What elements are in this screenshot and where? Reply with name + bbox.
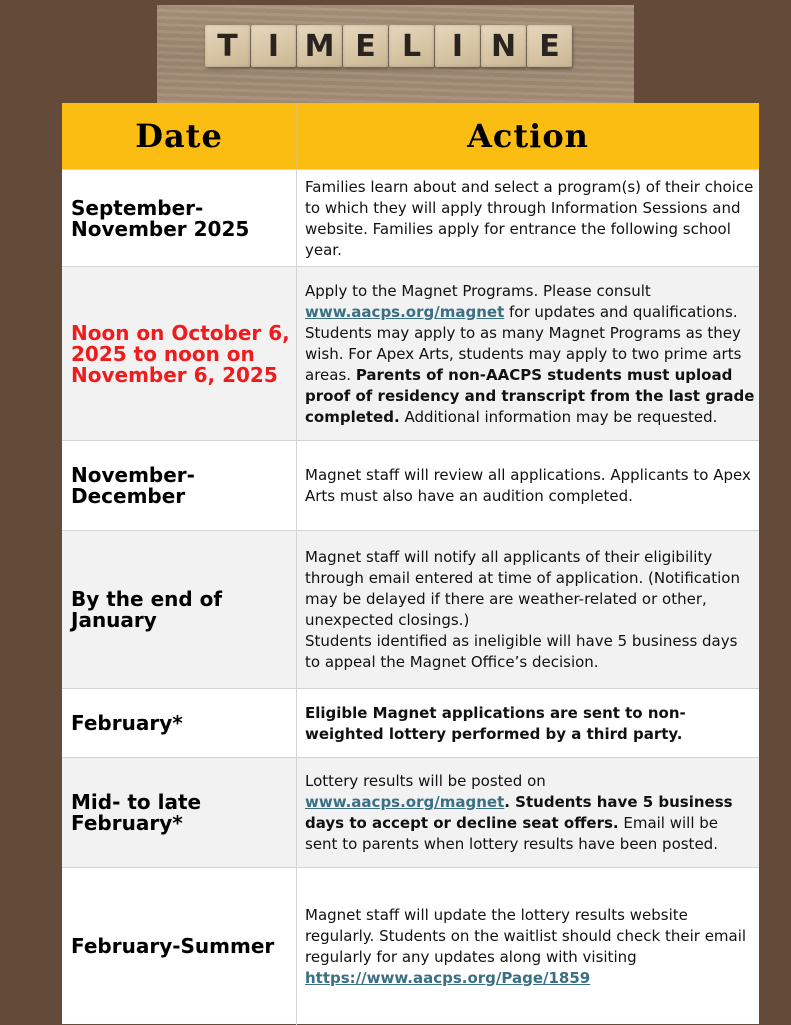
timeline-banner: [157, 5, 634, 103]
row-date: By the end of January: [71, 587, 223, 632]
action-text: Eligible Magnet applications are sent to non-weighted lottery performed by a third party.: [305, 703, 686, 743]
magnet-link[interactable]: www.aacps.org/magnet: [305, 793, 505, 811]
date-column-header: Date: [135, 117, 223, 155]
action-text: Magnet staff will notify all applicants of their eligibility through email entered at time of application. (Notification may be delayed if there are weather-related or other, unexpected closings.) Students identified as ineligible will have 5 business days to appeal the Magnet Office’s decision.: [305, 548, 740, 671]
table-row: [62, 757, 759, 868]
row-date: February-Summer: [71, 934, 275, 958]
letter-tile: N: [481, 25, 526, 67]
waitlist-page-link[interactable]: https://www.aacps.org/Page/1859: [305, 968, 591, 987]
timeline-table: [62, 103, 759, 1024]
magnet-link[interactable]: www.aacps.org/magnet: [305, 302, 505, 321]
row-action: [297, 531, 759, 689]
table-row: [62, 169, 759, 267]
action-text: Magnet staff will review all applications. Applicants to Apex Arts must also have an audition completed.: [305, 466, 751, 505]
letter-tile: I: [251, 25, 296, 67]
letter-tile: L: [389, 25, 434, 67]
row-date: Noon on October 6, 2025 to noon on November 6, 2025: [71, 320, 290, 387]
row-date: Mid- to late February*: [71, 790, 202, 835]
action-text: Lottery results will be posted on www.aacps.org/magnet. Students have 5 business days to accept or decline seat offers. Email will be sent to parents when lottery results have been posted.: [305, 772, 733, 853]
table-header: [62, 103, 759, 169]
action-text: Magnet staff will update the lottery results website regularly. Students on the waitlist should check their email regularly for any updates along with visiting https://www.aacps.org/Page/1859: [305, 905, 747, 987]
row-action: [297, 758, 759, 868]
letter-tiles: [205, 25, 572, 67]
row-action: [297, 441, 759, 531]
row-action: [297, 267, 759, 441]
table-row: [62, 266, 759, 441]
table-row: [62, 688, 759, 758]
row-date: February*: [71, 711, 183, 735]
row-action: [297, 689, 759, 758]
action-column-header: Action: [467, 117, 589, 155]
row-action: [297, 868, 759, 1025]
letter-tile: M: [297, 25, 342, 67]
row-date: September-November 2025: [71, 195, 250, 241]
action-text: Families learn about and select a program(s) of their choice to which they will apply through Information Sessions and website. Families apply for entrance the following school year.: [305, 177, 754, 259]
table-row: [62, 867, 759, 1025]
action-text: Apply to the Magnet Programs. Please consult www.aacps.org/magnet for updates and qualifications. Students may apply to as many Magnet Programs as they wish. For Apex Arts, students may apply to two prime arts areas. Parents of non-AACPS students must upload proof of residency and transcript from the last grade completed. Additional information may be requested.: [305, 281, 755, 426]
table-row: [62, 440, 759, 531]
table-row: [62, 530, 759, 689]
letter-tile: E: [527, 25, 572, 67]
row-date: November-December: [71, 463, 195, 508]
letter-tile: I: [435, 25, 480, 67]
letter-tile: T: [205, 25, 250, 67]
letter-tile: E: [343, 25, 388, 67]
row-action: [297, 170, 759, 267]
